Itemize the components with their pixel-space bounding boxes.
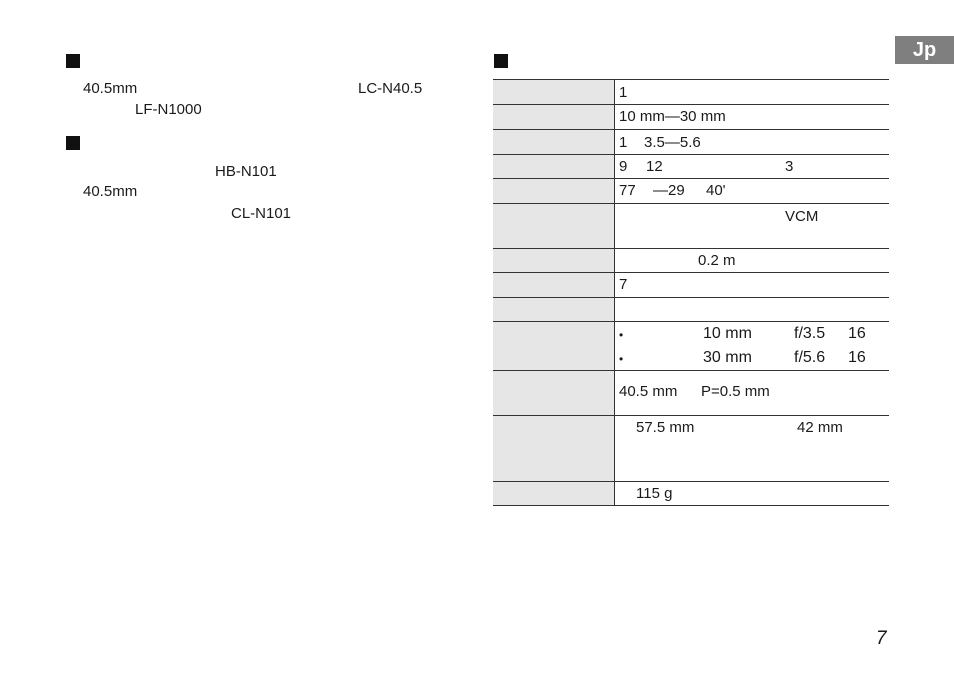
- spec-label-cell: [493, 155, 615, 179]
- table-row: [493, 130, 889, 155]
- focal-length-value: 10 mm—30 mm: [619, 108, 726, 125]
- weight-value: 115 g: [636, 485, 673, 502]
- spec-value-cell: [615, 130, 890, 155]
- spec-value-cell: [615, 371, 890, 416]
- dimension-diameter: 57.5 mm: [636, 419, 695, 436]
- rear-cap-model: LF-N1000: [135, 101, 202, 118]
- specifications-table: [493, 79, 889, 506]
- lens-cap-model: LC-N40.5: [358, 80, 423, 97]
- table-row: [493, 371, 889, 416]
- spec-label-cell: [493, 322, 615, 371]
- spec-label-cell: [493, 298, 615, 322]
- aperture-range-wide-f: f/3.5: [794, 325, 826, 342]
- section-bullet-square: [494, 54, 508, 68]
- spec-value-cell: [615, 204, 890, 249]
- case-model: CL-N101: [231, 205, 292, 222]
- spec-value-cell: [615, 105, 890, 130]
- table-row: [493, 80, 889, 105]
- spec-label-cell: [493, 80, 615, 105]
- aperture-value: 3.5—5.6: [644, 134, 701, 151]
- spec-label-cell: [493, 249, 615, 273]
- table-row: [493, 105, 889, 130]
- spec-value-cell: [615, 482, 890, 506]
- construction-special: 3: [785, 158, 794, 175]
- angle-of-view-min: —29: [653, 182, 685, 199]
- mount-value: 1: [619, 84, 628, 101]
- filter-size-text-2: 40.5mm: [83, 183, 138, 200]
- construction-elements: 9: [619, 158, 628, 175]
- aperture-range-wide-min: 16: [848, 325, 866, 342]
- hood-model: HB-N101: [215, 163, 277, 180]
- spec-label-cell: [493, 130, 615, 155]
- filter-pitch-value: P=0.5 mm: [701, 383, 770, 400]
- construction-groups: 12: [646, 158, 663, 175]
- spec-value-cell: [615, 416, 890, 482]
- table-row: [493, 322, 889, 371]
- spec-label-cell: [493, 204, 615, 249]
- aperture-range-wide-mm: 10 mm: [703, 325, 752, 342]
- table-row: [493, 273, 889, 298]
- table-row: [493, 416, 889, 482]
- spec-label-cell: [493, 179, 615, 204]
- table-row: [493, 249, 889, 273]
- spec-value-cell: [615, 249, 890, 273]
- spec-value-cell: [615, 80, 890, 105]
- aperture-range-tele-f: f/5.6: [794, 349, 826, 366]
- angle-of-view-max: 77: [619, 182, 636, 199]
- diaphragm-blades: 7: [619, 276, 628, 293]
- language-tab: Jp: [895, 36, 954, 64]
- table-row: [493, 179, 889, 204]
- spec-value-cell: [615, 179, 890, 204]
- table-row: [493, 155, 889, 179]
- spec-label-cell: [493, 416, 615, 482]
- section-bullet-square: [66, 136, 80, 150]
- spec-value-cell: [615, 298, 890, 322]
- bullet: •: [619, 352, 624, 366]
- table-row: [493, 204, 889, 249]
- filter-size-text: 40.5mm: [83, 80, 138, 97]
- spec-value-cell: [615, 322, 890, 371]
- aperture-prefix: 1: [619, 134, 628, 151]
- angle-of-view-min-minutes: 40': [706, 182, 726, 199]
- table-row: [493, 482, 889, 506]
- spec-label-cell: [493, 273, 615, 298]
- aperture-range-tele-min: 16: [848, 349, 866, 366]
- spec-label-cell: [493, 105, 615, 130]
- spec-label-cell: [493, 371, 615, 416]
- section-bullet-square: [66, 54, 80, 68]
- page-number: 7: [876, 628, 887, 649]
- aperture-range-tele-mm: 30 mm: [703, 349, 752, 366]
- vr-motor-value: VCM: [785, 208, 819, 225]
- spec-value-cell: [615, 273, 890, 298]
- bullet: •: [619, 328, 624, 342]
- min-focus-distance: 0.2 m: [698, 252, 736, 269]
- spec-label-cell: [493, 482, 615, 506]
- table-row: [493, 298, 889, 322]
- spec-value-cell: [615, 155, 890, 179]
- filter-size-value: 40.5 mm: [619, 383, 678, 400]
- dimension-length: 42 mm: [797, 419, 843, 436]
